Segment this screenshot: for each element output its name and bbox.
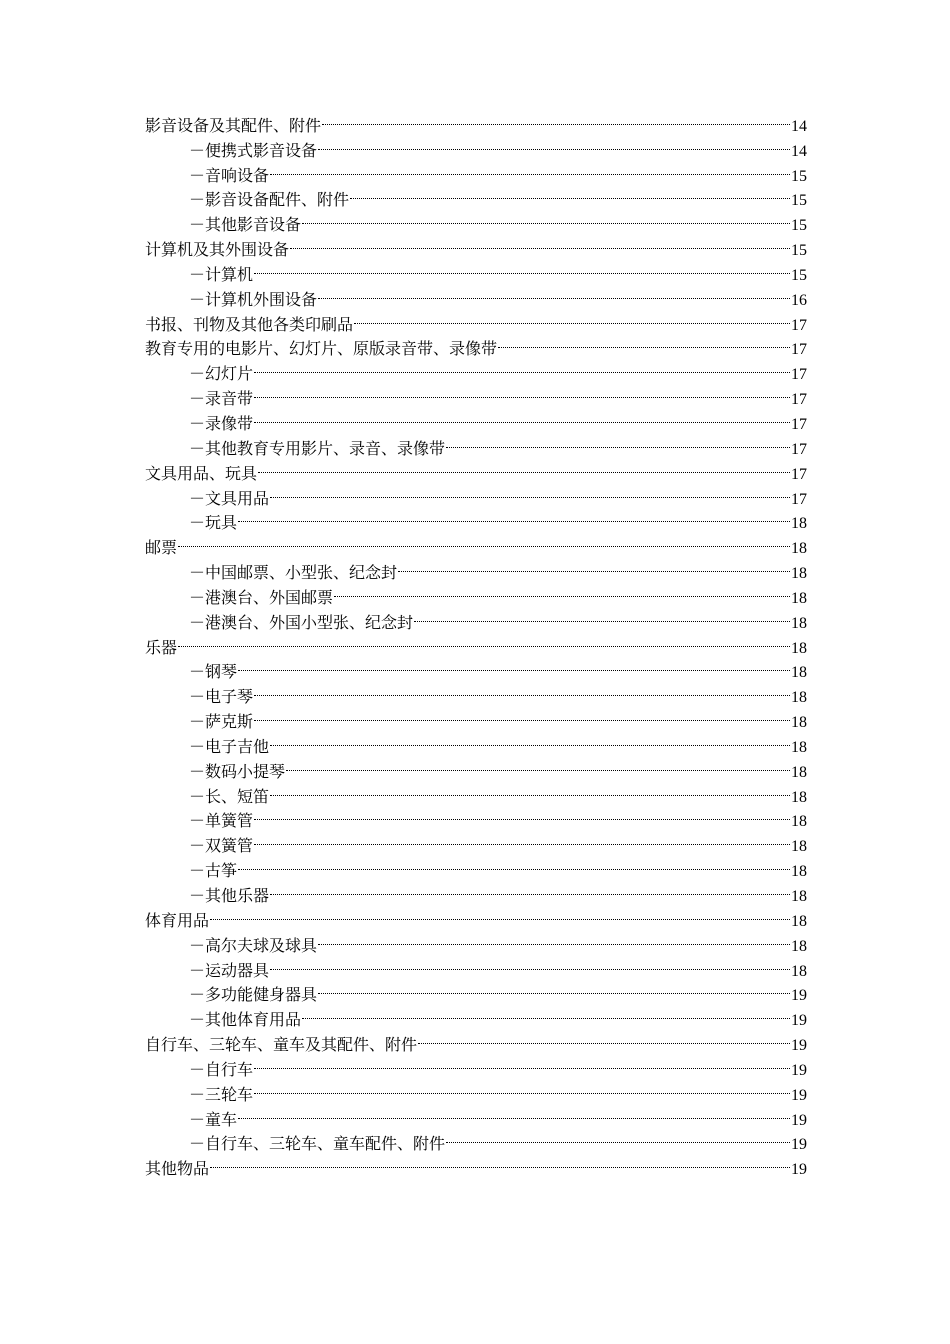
toc-page-number: 19	[791, 987, 807, 1005]
dot-leader	[237, 504, 791, 529]
toc-entry-label: 体育用品	[145, 910, 210, 930]
dot-leader	[237, 851, 791, 876]
toc-entry-label: －幻灯片	[189, 364, 254, 384]
toc-entry-label: －三轮车	[189, 1084, 254, 1104]
toc-page-number: 18	[791, 738, 807, 756]
toc-entry[interactable]	[145, 106, 807, 135]
dot-leader	[237, 653, 791, 678]
toc-entry-label: －高尔夫球及球具	[189, 935, 318, 955]
toc-page-number: 19	[791, 1161, 807, 1179]
dot-leader	[177, 528, 791, 553]
dot-leader	[253, 702, 791, 727]
toc-entry-label: 其他物品	[145, 1159, 210, 1179]
toc-page-number: 14	[791, 142, 807, 160]
dot-leader	[237, 1100, 791, 1125]
toc-page-number: 17	[791, 316, 807, 334]
toc-entry-label: 影音设备及其配件、附件	[145, 115, 322, 135]
dot-leader	[417, 1025, 791, 1050]
dot-leader	[269, 876, 791, 901]
toc-page-number: 17	[791, 366, 807, 384]
toc-entry-label: 乐器	[145, 637, 178, 657]
toc-page-number: 18	[791, 937, 807, 955]
toc-subentry[interactable]	[145, 1125, 807, 1154]
toc-entry-label: －影音设备配件、附件	[189, 190, 350, 210]
dot-leader	[289, 230, 791, 255]
toc-entry-label: 教育专用的电影片、幻灯片、原版录音带、录像带	[145, 339, 498, 359]
toc-entry-label: －长、短笛	[189, 786, 270, 806]
table-of-contents	[145, 106, 807, 1179]
dot-leader	[209, 1149, 791, 1174]
toc-subentry[interactable]	[145, 876, 807, 905]
dot-leader	[177, 628, 791, 653]
toc-entry-label: －运动器具	[189, 960, 270, 980]
toc-entry-label: －童车	[189, 1109, 238, 1129]
toc-entry-label: －古筝	[189, 861, 238, 881]
toc-page-number: 18	[791, 714, 807, 732]
dot-leader	[301, 1000, 791, 1025]
toc-page-number: 17	[791, 440, 807, 458]
dot-leader	[285, 752, 791, 777]
toc-page-number: 18	[791, 664, 807, 682]
toc-page-number: 17	[791, 391, 807, 409]
toc-page-number: 18	[791, 912, 807, 930]
toc-subentry[interactable]	[145, 553, 807, 583]
toc-entry[interactable]	[145, 528, 807, 558]
toc-page-number: 18	[791, 639, 807, 657]
toc-page-number: 19	[791, 1061, 807, 1079]
toc-entry[interactable]	[145, 901, 807, 930]
toc-entry-label: －港澳台、外国小型张、纪念封	[189, 612, 414, 632]
dot-leader	[253, 677, 791, 702]
toc-entry[interactable]	[145, 628, 807, 657]
toc-page-number: 19	[791, 1086, 807, 1104]
toc-page-number: 18	[791, 515, 807, 533]
dot-leader	[253, 1075, 791, 1100]
dot-leader	[317, 131, 791, 156]
toc-page-number: 18	[791, 689, 807, 707]
dot-leader	[253, 802, 791, 827]
toc-entry-label: －自行车、三轮车、童车配件、附件	[189, 1134, 446, 1154]
toc-entry-label: －便携式影音设备	[189, 140, 318, 160]
dot-leader	[317, 926, 791, 951]
toc-page-number: 18	[791, 888, 807, 905]
dot-leader	[397, 553, 791, 578]
toc-entry-label: 计算机及其外围设备	[145, 240, 290, 260]
toc-subentry[interactable]	[145, 851, 807, 881]
toc-entry-label: －其他教育专用影片、录音、录像带	[189, 438, 446, 458]
toc-page-number: 18	[791, 540, 807, 558]
dot-leader	[333, 578, 791, 603]
toc-page-number: 17	[791, 465, 807, 483]
toc-subentry[interactable]	[145, 504, 807, 533]
toc-entry-label: －文具用品	[189, 488, 270, 508]
dot-leader	[253, 826, 791, 851]
toc-entry-label: －萨克斯	[189, 712, 254, 732]
toc-entry-label: 自行车、三轮车、童车及其配件、附件	[145, 1035, 418, 1055]
dot-leader	[269, 951, 791, 976]
dot-leader	[269, 777, 791, 802]
toc-entry-label: －其他影音设备	[189, 215, 302, 235]
toc-entry-label: －数码小提琴	[189, 761, 286, 781]
dot-leader	[413, 603, 791, 628]
dot-leader	[269, 156, 791, 181]
toc-page-number: 15	[791, 167, 807, 185]
toc-entry-label: －其他乐器	[189, 886, 270, 905]
toc-page-number: 18	[791, 763, 807, 781]
toc-entry-label: －单簧管	[189, 811, 254, 831]
toc-entry-label: 文具用品、玩具	[145, 463, 258, 483]
toc-entry-label: －电子吉他	[189, 736, 270, 756]
toc-subentry[interactable]	[145, 1100, 807, 1129]
toc-entry-label: －音响设备	[189, 165, 270, 185]
toc-page-number: 18	[791, 813, 807, 831]
dot-leader	[321, 106, 791, 131]
dot-leader	[353, 305, 791, 330]
toc-entry-label: 邮票	[145, 538, 178, 558]
toc-page-number: 14	[791, 117, 807, 135]
toc-entry-label: －录音带	[189, 389, 254, 409]
dot-leader	[253, 255, 791, 280]
toc-page-number: 19	[791, 1136, 807, 1154]
dot-leader	[497, 330, 791, 355]
dot-leader	[349, 181, 791, 206]
dot-leader	[317, 976, 791, 1001]
toc-entry-label: －钢琴	[189, 662, 238, 682]
toc-entry-label: －双簧管	[189, 836, 254, 856]
dot-leader	[317, 280, 791, 305]
dot-leader	[209, 901, 791, 926]
dot-leader	[269, 727, 791, 752]
toc-page-number: 18	[791, 962, 807, 980]
dot-leader	[253, 1050, 791, 1075]
dot-leader	[269, 479, 791, 504]
toc-entry-label: －多功能健身器具	[189, 985, 318, 1005]
toc-page-number: 19	[791, 1037, 807, 1055]
toc-entry-label: －中国邮票、小型张、纪念封	[189, 563, 398, 583]
toc-entry-label: －计算机	[189, 264, 254, 284]
toc-page-number: 15	[791, 242, 807, 260]
toc-page-number: 18	[791, 788, 807, 806]
dot-leader	[445, 429, 791, 454]
toc-page-number: 17	[791, 341, 807, 359]
dot-leader	[253, 354, 791, 379]
toc-entry-label: －其他体育用品	[189, 1010, 302, 1030]
toc-entry-label: －电子琴	[189, 687, 254, 707]
toc-entry-label: －自行车	[189, 1059, 254, 1079]
toc-entry-label: －录像带	[189, 413, 254, 433]
toc-entry-label: －港澳台、外国邮票	[189, 587, 334, 607]
dot-leader	[445, 1125, 791, 1150]
toc-page-number: 15	[791, 266, 807, 284]
toc-subentry[interactable]	[145, 677, 807, 707]
dot-leader	[253, 379, 791, 404]
toc-page-number: 17	[791, 415, 807, 433]
toc-page-number: 15	[791, 192, 807, 210]
toc-page-number: 18	[791, 565, 807, 583]
toc-page-number: 17	[791, 490, 807, 508]
toc-entry-label: 书报、刊物及其他各类印刷品	[145, 314, 354, 334]
dot-leader	[253, 404, 791, 429]
toc-entry-label: －玩具	[189, 513, 238, 533]
toc-page-number: 18	[791, 863, 807, 881]
toc-page-number: 18	[791, 614, 807, 632]
dot-leader	[257, 454, 791, 479]
toc-entry[interactable]	[145, 1149, 807, 1179]
toc-page-number: 15	[791, 217, 807, 235]
toc-entry-label: －计算机外围设备	[189, 289, 318, 309]
toc-subentry[interactable]	[145, 926, 807, 955]
toc-subentry[interactable]	[145, 653, 807, 682]
toc-page-number: 16	[791, 291, 807, 309]
toc-page-number: 18	[791, 838, 807, 856]
toc-page-number: 18	[791, 589, 807, 607]
toc-page-number: 19	[791, 1012, 807, 1030]
toc-page-number: 19	[791, 1111, 807, 1129]
dot-leader	[301, 205, 791, 230]
